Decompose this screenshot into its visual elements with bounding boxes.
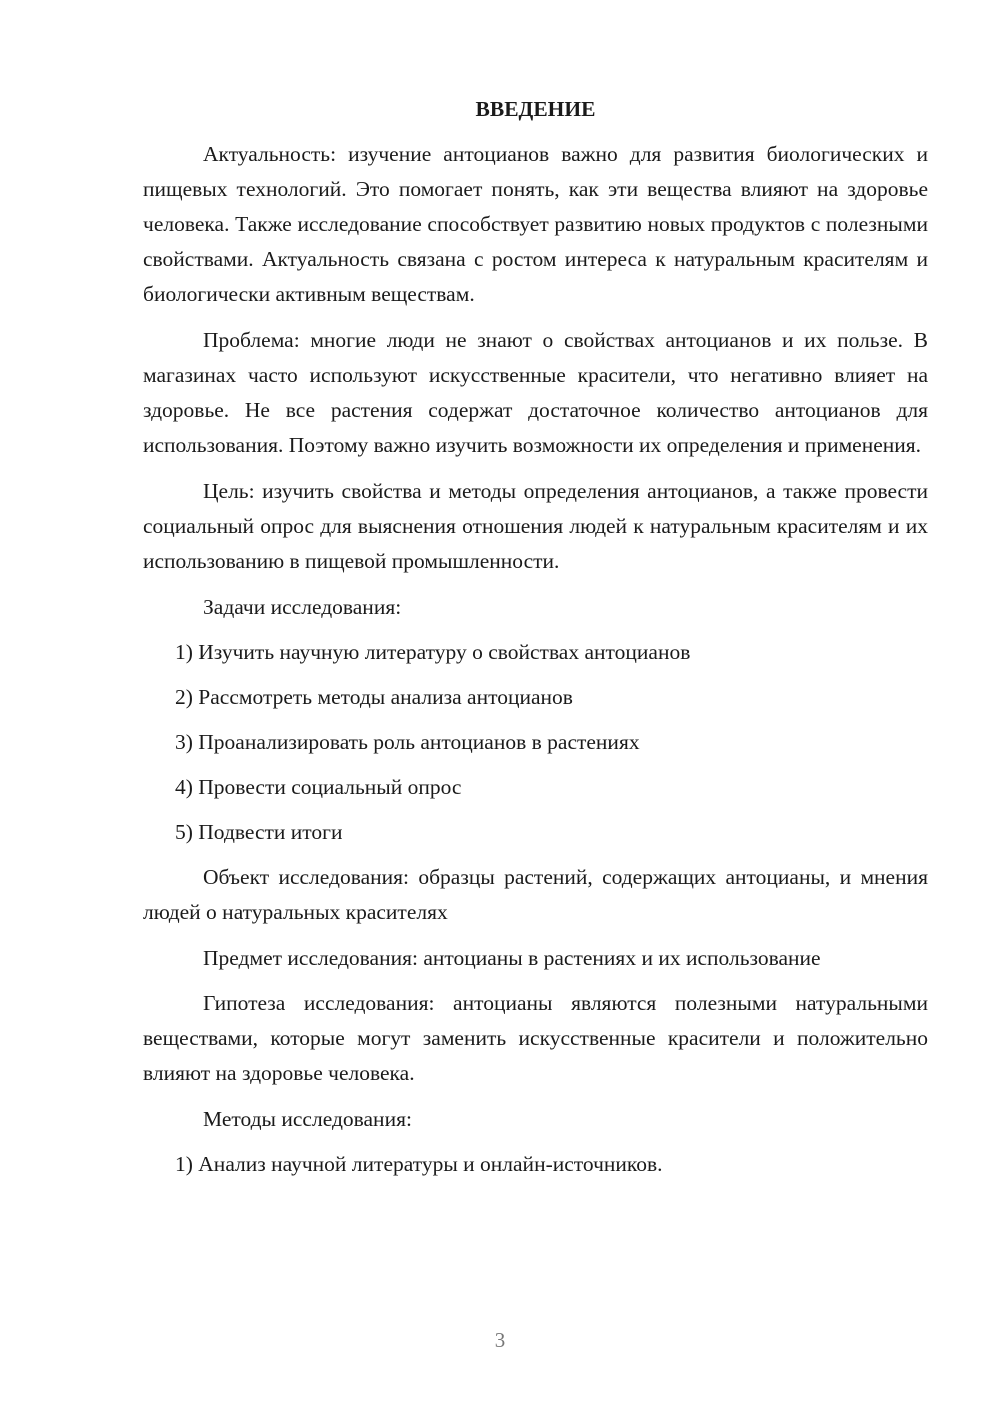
relevance-paragraph: Актуальность: изучение антоцианов важно для развития биологических и пищевых технологий. Это помогает понять, как эти вещества влияют на здоровье человека. Также исследование способствует развитию новых продуктов с полезными свойствами. Актуальность связана с ростом интереса к натуральным красителям и биологически активным веществам. bbox=[143, 142, 928, 306]
document-page bbox=[143, 92, 928, 1192]
page-number: 3 bbox=[494, 1328, 506, 1352]
task-item: 5) Подвести итоги bbox=[175, 820, 343, 844]
problem-paragraph: Проблема: многие люди не знают о свойствах антоцианов и их пользе. В магазинах часто используют искусственные красители, что негативно влияет на здоровье. Не все растения содержат достаточное количество антоцианов для использования. Поэтому важно изучить возможности их определения и применения. bbox=[143, 328, 928, 457]
subject-line: Предмет исследования: антоцианы в растениях и их использование bbox=[203, 946, 821, 970]
section-heading: ВВЕДЕНИЕ bbox=[475, 97, 596, 121]
task-item: 3) Проанализировать роль антоцианов в растениях bbox=[175, 730, 640, 754]
hypothesis-paragraph: Гипотеза исследования: антоцианы являются полезными натуральными веществами, которые могут заменить искусственные красители и положительно влияют на здоровье человека. bbox=[143, 991, 928, 1085]
tasks-title: Задачи исследования: bbox=[203, 595, 402, 619]
task-item: 4) Провести социальный опрос bbox=[175, 775, 462, 799]
goal-paragraph: Цель: изучить свойства и методы определения антоцианов, а также провести социальный опрос для выяснения отношения людей к натуральным красителям и их использованию в пищевой промышленности. bbox=[143, 479, 928, 573]
methods-title: Методы исследования: bbox=[203, 1107, 412, 1131]
method-item: 1) Анализ научной литературы и онлайн-источников. bbox=[175, 1152, 663, 1176]
object-paragraph: Объект исследования: образцы растений, содержащих антоцианы, и мнения людей о натуральных красителях bbox=[143, 865, 928, 924]
task-item: 1) Изучить научную литературу о свойствах антоцианов bbox=[175, 640, 691, 664]
task-item: 2) Рассмотреть методы анализа антоцианов bbox=[175, 685, 573, 709]
